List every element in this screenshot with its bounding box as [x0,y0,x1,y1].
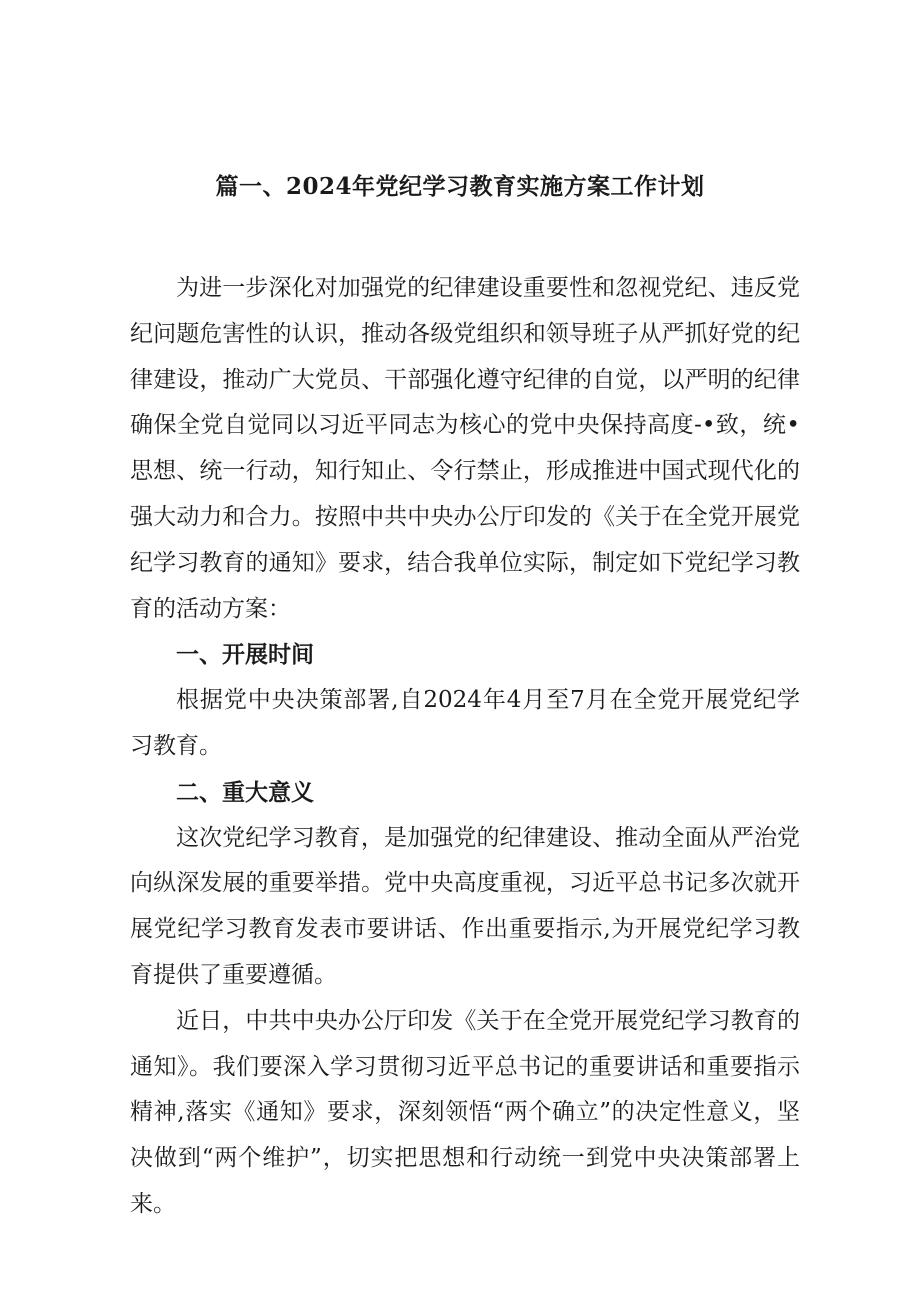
section-heading-significance: 二、重大意义 [176,778,314,806]
document-body [130,266,800,1228]
timeline-paragraph: 根据党中央决策部署,自2024年4月至7月在全党开展党纪学习教育。 [130,687,800,759]
document-title: 篇一、2024年党纪学习教育实施方案工作计划 [215,173,705,200]
intro-paragraph: 为进一步深化对加强党的纪律建设重要性和忽视党纪、违反党纪问题危害性的认识，推动各级党组织和领导班子从严抓好党的纪律建设，推动广大党员、干部强化遵守纪律的自觉，以严明的纪律确保全党自觉同以习近平同志为核心的党中央保持高度-•致，统•思想、统一行动，知行知止、令行禁止，形成推进中国式现代化的强大动力和合力。按照中共中央办公厅印发的《关于在全党开展党纪学习教育的通知》要求，结合我单位实际，制定如下党纪学习教育的活动方案： [130,275,800,622]
section-heading-timeline: 一、开展时间 [176,641,314,669]
significance-paragraph-1: 这次党纪学习教育，是加强党的纪律建设、推动全面从严治党向纵深发展的重要举措。党中央高度重视，习近平总书记多次就开展党纪学习教育发表市要讲话、作出重要指示,为开展党纪学习教育提供了重要遵循。 [130,824,800,988]
significance-paragraph-2: 近日，中共中央办公厅印发《关于在全党开展党纪学习教育的通知》。我们要深入学习贯彻习近平总书记的重要讲话和重要指示精神,落实《通知》要求，深刻领悟“两个确立”的决定性意义，坚决做到“两个维护”，切实把思想和行动统一到党中央决策部署上来。 [130,1007,800,1217]
